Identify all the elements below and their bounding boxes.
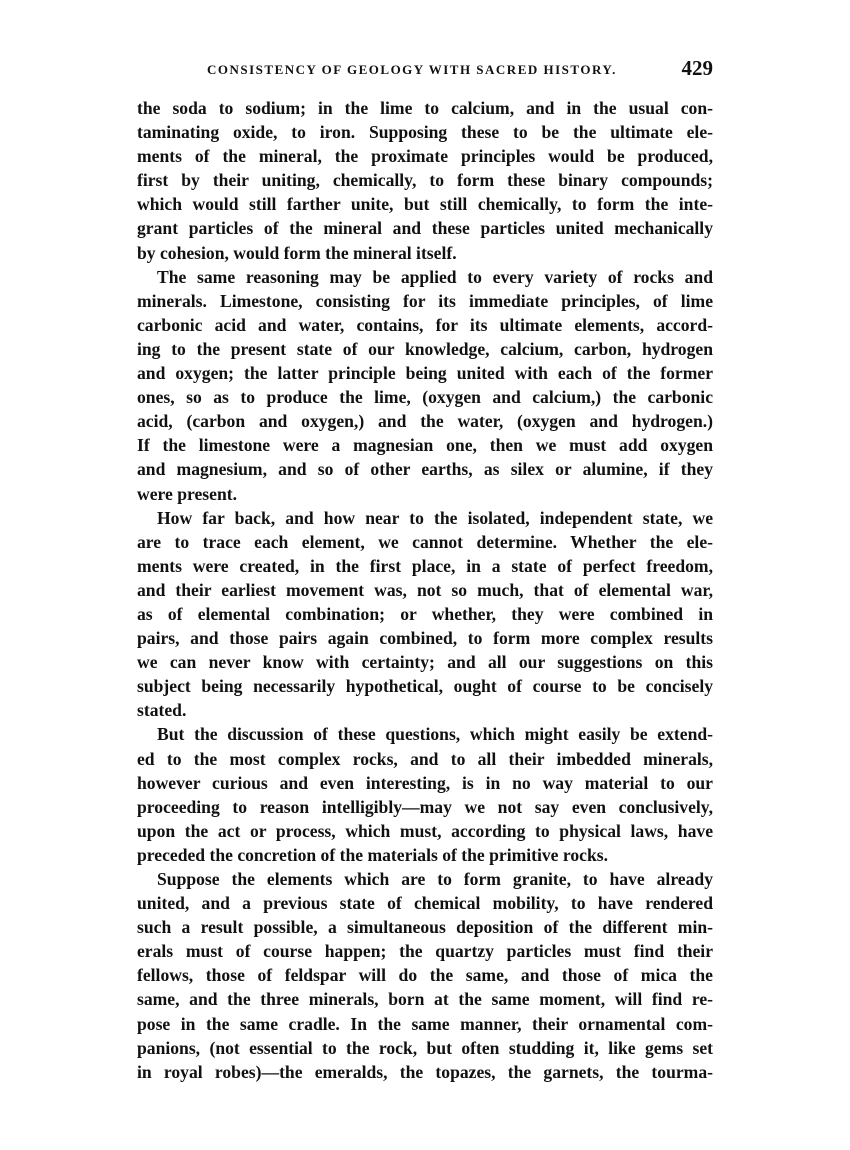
text-line: How far back, and how near to the isolated, independent state, we — [157, 507, 713, 528]
text-line: are to trace each element, we cannot determine. Whether the ele- — [137, 531, 713, 552]
paragraph — [137, 722, 713, 867]
text-line: first by their uniting, chemically, to form these binary compounds; — [137, 170, 713, 191]
text-line: pose in the same cradle. In the same manner, their ornamental com- — [137, 1013, 713, 1034]
text-line: the soda to sodium; in the lime to calcium, and in the usual con- — [137, 98, 713, 118]
text-line: acid, (carbon and oxygen,) and the water, (oxygen and hydrogen.) — [137, 411, 713, 432]
text-line: we can never know with certainty; and all our suggestions on this — [137, 652, 713, 673]
page-number: 429 — [681, 56, 713, 80]
body-text — [137, 96, 713, 1084]
text-line: carbonic acid and water, contains, for its ultimate elements, accord- — [137, 314, 713, 335]
text-line: If the limestone were a magnesian one, then we must add oxygen — [137, 435, 713, 456]
paragraph — [137, 265, 713, 506]
text-line: grant particles of the mineral and these particles united mechanically — [137, 218, 713, 239]
text-line: ments of the mineral, the proximate principles would be produced, — [137, 146, 713, 167]
book-page — [137, 56, 713, 1084]
text-line: however curious and even interesting, is in no way material to our — [137, 772, 713, 793]
text-line: upon the act or process, which must, according to physical laws, have — [137, 820, 713, 841]
text-line: were present. — [137, 483, 237, 504]
text-line: ones, so as to produce the lime, (oxygen and calcium,) the carbonic — [137, 387, 713, 408]
text-line: which would still farther unite, but still chemically, to form the inte- — [137, 194, 713, 215]
text-line: taminating oxide, to iron. Supposing these to be the ultimate ele- — [137, 122, 713, 143]
text-line: in royal robes)—the emeralds, the topazes, the garnets, the tourma- — [137, 1061, 713, 1082]
text-line: The same reasoning may be applied to every variety of rocks and — [157, 266, 713, 287]
text-line: stated. — [137, 700, 187, 721]
paragraph — [137, 506, 713, 723]
text-line: as of elemental combination; or whether, they were combined in — [137, 603, 713, 624]
text-line: proceeding to reason intelligibly—may we not say even conclusively, — [137, 796, 713, 817]
text-line: same, and the three minerals, born at the same moment, will find re- — [137, 989, 713, 1010]
text-line: minerals. Limestone, consisting for its immediate principles, of lime — [137, 290, 713, 311]
text-line: subject being necessarily hypothetical, ought of course to be concisely — [137, 676, 713, 697]
running-head — [137, 56, 713, 88]
text-line: ed to the most complex rocks, and to all their imbedded minerals, — [137, 748, 713, 769]
text-line: fellows, those of feldspar will do the same, and those of mica the — [137, 965, 713, 986]
text-line: pairs, and those pairs again combined, to form more complex results — [137, 628, 713, 649]
text-line: preceded the concretion of the materials of the primitive rocks. — [137, 844, 609, 865]
text-line: and their earliest movement was, not so much, that of elemental war, — [137, 579, 713, 600]
text-line: Suppose the elements which are to form granite, to have already — [157, 869, 713, 889]
paragraph — [137, 96, 713, 265]
text-line: ments were created, in the first place, in a state of perfect freedom, — [137, 555, 713, 576]
paragraph — [137, 867, 713, 1084]
text-line: But the discussion of these questions, which might easily be extend- — [157, 724, 713, 745]
text-line: and oxygen; the latter principle being united with each of the former — [137, 363, 713, 384]
text-line: united, and a previous state of chemical mobility, to have rendered — [137, 893, 713, 914]
running-title: CONSISTENCY OF GEOLOGY WITH SACRED HISTORY. — [207, 62, 617, 77]
text-line: by cohesion, would form the mineral itself. — [137, 242, 457, 263]
text-line: and magnesium, and so of other earths, as silex or alumine, if they — [137, 459, 713, 480]
text-line: ing to the present state of our knowledge, calcium, carbon, hydrogen — [137, 338, 713, 359]
text-line: panions, (not essential to the rock, but often studding it, like gems set — [137, 1037, 713, 1058]
text-line: erals must of course happen; the quartzy particles must find their — [137, 941, 713, 962]
text-line: such a result possible, a simultaneous deposition of the different min- — [137, 917, 713, 938]
